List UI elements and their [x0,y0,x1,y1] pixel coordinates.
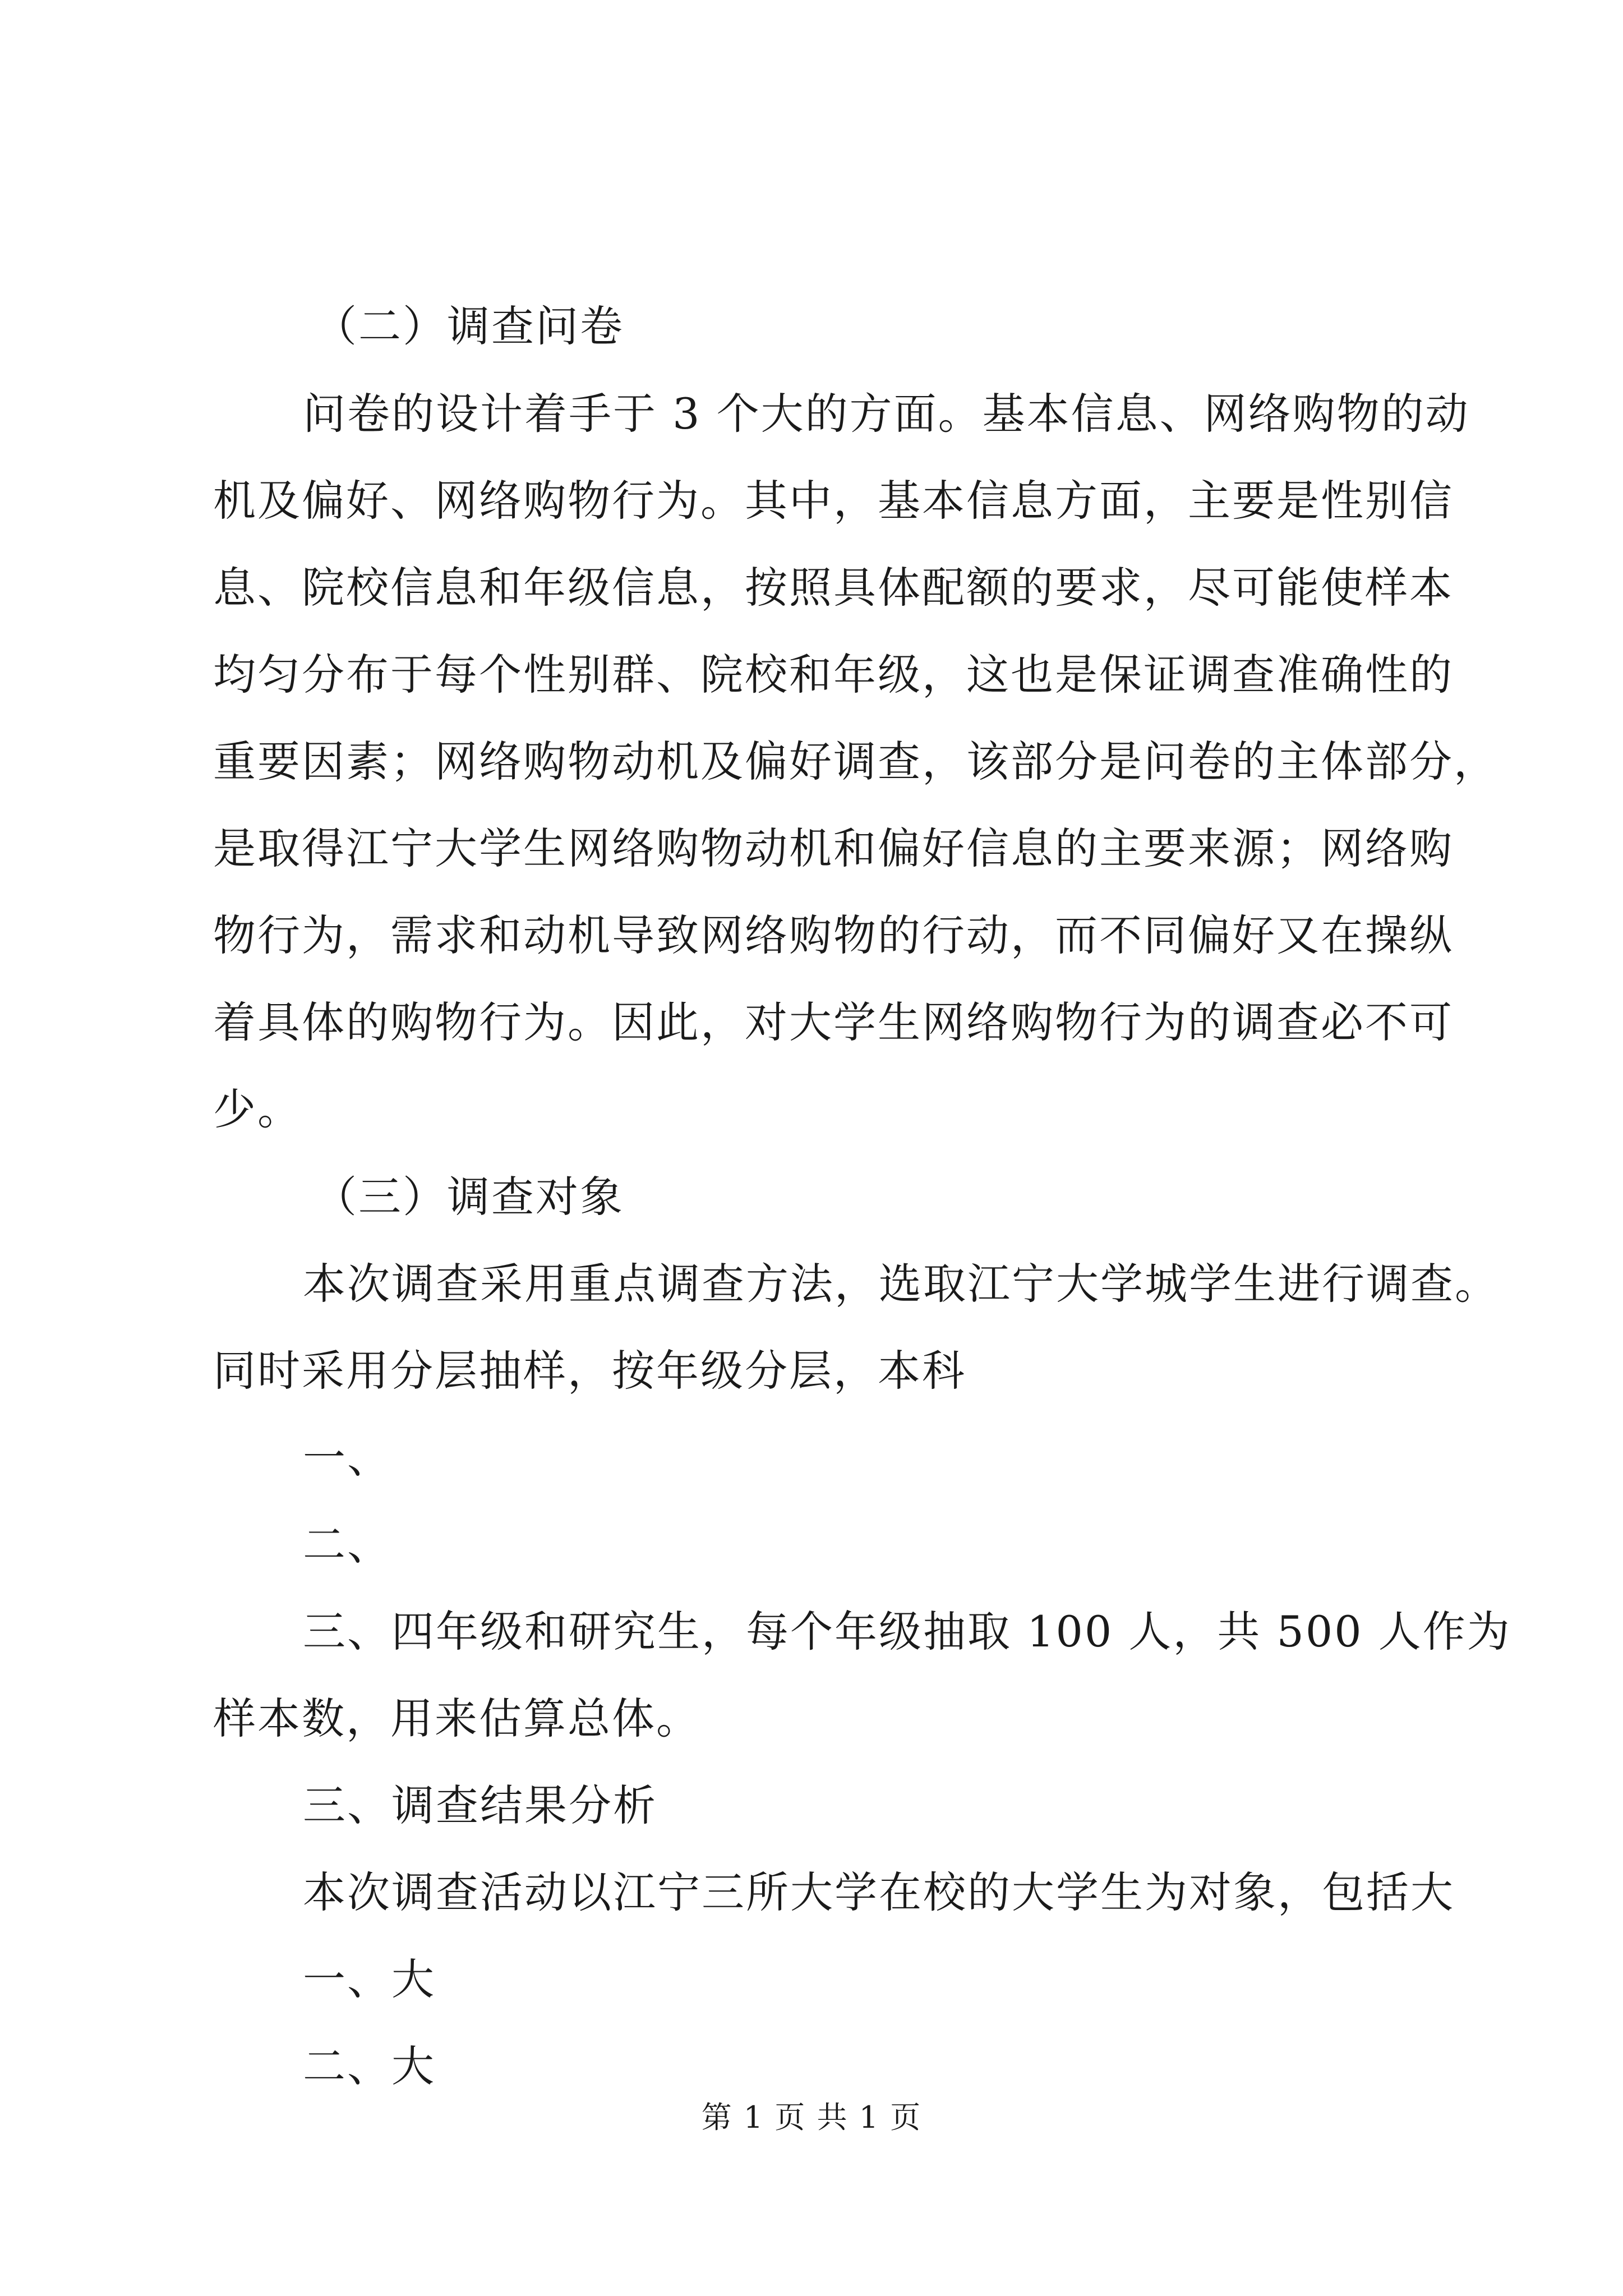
paragraph-line: 着具体的购物行为。因此，对大学生网络购物行为的调查必不可 [213,997,1454,1047]
page-footer: 第 1 页 共 1 页 [701,2100,922,2135]
paragraph-line: 重要因素；网络购物动机及偏好调查，该部分是问卷的主体部分， [213,737,1498,786]
section-heading-results: 三、调查结果分析 [303,1780,657,1830]
paragraph-line: 本次调查活动以江宁三所大学在校的大学生为对象，包括大 [303,1867,1455,1917]
paragraph-line: 物行为，需求和动机导致网络购物的行动，而不同偏好又在操纵 [213,910,1454,960]
paragraph-line: 本次调查采用重点调查方法，选取江宁大学城学生进行调查。 [303,1259,1499,1309]
section-heading-questionnaire: （二）调查问卷 [314,301,624,351]
list-item: 一、 [303,1433,391,1483]
section-heading-subjects: （三）调查对象 [314,1172,624,1222]
list-item: 二、 [303,1520,391,1570]
paragraph-line: 问卷的设计着手于 3 个大的方面。基本信息、网络购物的动 [303,389,1470,439]
paragraph-line: 少。 [213,1084,302,1134]
paragraph-line: 样本数，用来估算总体。 [213,1694,700,1743]
paragraph-line: 息、院校信息和年级信息，按照具体配额的要求，尽可能使样本 [213,563,1454,613]
paragraph-line: 三、四年级和研究生，每个年级抽取 100 人，共 500 人作为 [303,1607,1511,1657]
paragraph-line: 是取得江宁大学生网络购物动机和偏好信息的主要来源；网络购 [213,823,1454,873]
paragraph-line: 同时采用分层抽样，按年级分层，本科 [213,1346,966,1396]
paragraph-line: 机及偏好、网络购物行为。其中，基本信息方面，主要是性别信 [213,476,1454,526]
list-item: 一、大 [303,1954,436,2004]
paragraph-line: 均匀分布于每个性别群、院校和年级，这也是保证调查准确性的 [213,650,1454,700]
list-item: 二、大 [303,2041,436,2091]
